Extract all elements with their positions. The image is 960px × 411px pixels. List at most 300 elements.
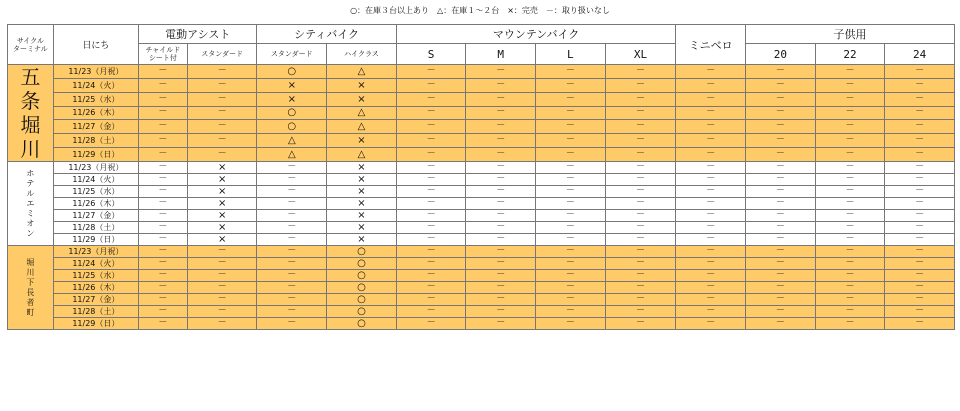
- stock-cell: －: [187, 294, 257, 306]
- header-mini-velo: ミニベロ: [676, 25, 746, 65]
- stock-cell: －: [536, 186, 606, 198]
- stock-cell: －: [885, 106, 955, 120]
- stock-cell: －: [466, 282, 536, 294]
- stock-cell: ○: [327, 282, 397, 294]
- stock-cell: －: [138, 186, 187, 198]
- stock-cell: －: [257, 222, 327, 234]
- stock-cell: －: [536, 258, 606, 270]
- stock-cell: －: [605, 65, 676, 79]
- stock-cell: △: [327, 120, 397, 134]
- stock-cell: ○: [327, 306, 397, 318]
- stock-cell: －: [536, 294, 606, 306]
- stock-cell: △: [257, 148, 327, 162]
- stock-cell: －: [396, 246, 466, 258]
- stock-cell: －: [138, 174, 187, 186]
- stock-cell: －: [746, 162, 816, 174]
- stock-cell: －: [257, 282, 327, 294]
- stock-cell: －: [746, 92, 816, 106]
- stock-cell: －: [605, 92, 676, 106]
- stock-cell: －: [885, 148, 955, 162]
- stock-cell: ×: [327, 162, 397, 174]
- table-row: [8, 234, 955, 246]
- stock-cell: －: [605, 174, 676, 186]
- date-cell: 11/25（水）: [53, 186, 138, 198]
- stock-cell: －: [187, 148, 257, 162]
- stock-cell: －: [676, 258, 746, 270]
- stock-cell: ○: [257, 106, 327, 120]
- stock-cell: －: [815, 162, 885, 174]
- stock-cell: －: [187, 120, 257, 134]
- stock-cell: －: [257, 318, 327, 330]
- stock-cell: ○: [257, 120, 327, 134]
- stock-cell: －: [187, 92, 257, 106]
- header-size-l: L: [536, 44, 606, 65]
- stock-cell: ×: [187, 174, 257, 186]
- stock-cell: －: [605, 246, 676, 258]
- stock-cell: －: [466, 270, 536, 282]
- stock-cell: －: [536, 106, 606, 120]
- stock-cell: －: [396, 222, 466, 234]
- stock-cell: －: [815, 134, 885, 148]
- date-cell: 11/23（月祝）: [53, 65, 138, 79]
- stock-cell: ×: [187, 186, 257, 198]
- stock-cell: ×: [327, 234, 397, 246]
- stock-cell: ×: [327, 198, 397, 210]
- stock-cell: －: [885, 246, 955, 258]
- stock-cell: －: [257, 234, 327, 246]
- stock-cell: －: [676, 270, 746, 282]
- stock-cell: －: [396, 210, 466, 222]
- stock-cell: －: [466, 148, 536, 162]
- stock-cell: －: [815, 258, 885, 270]
- stock-cell: －: [257, 174, 327, 186]
- stock-cell: ×: [187, 222, 257, 234]
- table-row: [8, 306, 955, 318]
- stock-cell: －: [815, 120, 885, 134]
- stock-cell: －: [815, 246, 885, 258]
- table-row: [8, 318, 955, 330]
- stock-cell: －: [885, 210, 955, 222]
- stock-cell: －: [815, 65, 885, 79]
- date-cell: 11/24（火）: [53, 78, 138, 92]
- stock-cell: △: [327, 148, 397, 162]
- stock-cell: －: [605, 234, 676, 246]
- stock-cell: －: [138, 162, 187, 174]
- stock-cell: －: [885, 65, 955, 79]
- date-cell: 11/27（金）: [53, 210, 138, 222]
- stock-cell: ×: [327, 92, 397, 106]
- stock-cell: －: [536, 282, 606, 294]
- date-cell: 11/24（火）: [53, 174, 138, 186]
- header-size-s: S: [396, 44, 466, 65]
- table-row: [8, 294, 955, 306]
- date-cell: 11/26（木）: [53, 106, 138, 120]
- stock-cell: －: [746, 78, 816, 92]
- stock-cell: ×: [327, 174, 397, 186]
- stock-cell: －: [396, 258, 466, 270]
- stock-cell: －: [187, 78, 257, 92]
- stock-cell: －: [187, 106, 257, 120]
- terminal-name: ホ テ ル エ ミ オ ン: [8, 162, 54, 246]
- table-row: [8, 106, 955, 120]
- stock-cell: －: [815, 186, 885, 198]
- stock-cell: －: [605, 282, 676, 294]
- header-high-class: ハイクラス: [327, 44, 397, 65]
- stock-cell: －: [536, 148, 606, 162]
- table-row: [8, 92, 955, 106]
- stock-cell: －: [466, 258, 536, 270]
- stock-cell: －: [676, 234, 746, 246]
- stock-cell: －: [257, 270, 327, 282]
- stock-cell: ×: [327, 134, 397, 148]
- stock-cell: －: [676, 134, 746, 148]
- stock-cell: ○: [327, 318, 397, 330]
- stock-cell: －: [396, 282, 466, 294]
- stock-cell: －: [138, 258, 187, 270]
- stock-cell: ×: [327, 186, 397, 198]
- stock-cell: －: [885, 294, 955, 306]
- stock-cell: －: [885, 134, 955, 148]
- stock-cell: －: [815, 106, 885, 120]
- stock-cell: ○: [257, 65, 327, 79]
- header-electric-standard: スタンダード: [187, 44, 257, 65]
- stock-cell: －: [815, 78, 885, 92]
- stock-cell: －: [815, 294, 885, 306]
- stock-cell: －: [466, 120, 536, 134]
- stock-cell: －: [466, 78, 536, 92]
- stock-cell: －: [138, 246, 187, 258]
- stock-cell: －: [396, 306, 466, 318]
- stock-cell: －: [187, 134, 257, 148]
- table-body: [8, 65, 955, 330]
- stock-cell: －: [605, 120, 676, 134]
- legend-text: ○：在庫３台以上あり △：在庫１～２台 ×：完売 －：取り扱いなし: [350, 6, 610, 15]
- table-row: [8, 222, 955, 234]
- stock-cell: －: [257, 210, 327, 222]
- stock-cell: △: [327, 65, 397, 79]
- stock-cell: －: [885, 78, 955, 92]
- stock-cell: －: [676, 246, 746, 258]
- stock-cell: －: [466, 306, 536, 318]
- table-row: [8, 210, 955, 222]
- stock-cell: －: [885, 162, 955, 174]
- stock-cell: －: [815, 318, 885, 330]
- stock-cell: －: [396, 270, 466, 282]
- table-row: [8, 198, 955, 210]
- stock-cell: △: [257, 134, 327, 148]
- stock-cell: －: [466, 246, 536, 258]
- stock-cell: －: [187, 306, 257, 318]
- stock-cell: －: [676, 92, 746, 106]
- stock-cell: ×: [187, 234, 257, 246]
- stock-cell: －: [676, 65, 746, 79]
- stock-cell: －: [885, 306, 955, 318]
- stock-cell: －: [466, 134, 536, 148]
- stock-cell: －: [746, 282, 816, 294]
- stock-cell: －: [396, 134, 466, 148]
- stock-cell: －: [605, 210, 676, 222]
- stock-cell: －: [466, 198, 536, 210]
- stock-cell: －: [138, 134, 187, 148]
- stock-cell: ○: [327, 258, 397, 270]
- table-row: [8, 186, 955, 198]
- stock-cell: －: [676, 318, 746, 330]
- header-kids-22: 22: [815, 44, 885, 65]
- stock-cell: －: [676, 106, 746, 120]
- date-cell: 11/25（水）: [53, 92, 138, 106]
- stock-cell: －: [466, 234, 536, 246]
- date-cell: 11/29（日）: [53, 234, 138, 246]
- stock-cell: －: [138, 270, 187, 282]
- table-row: [8, 162, 955, 174]
- date-cell: 11/27（金）: [53, 294, 138, 306]
- stock-cell: ×: [187, 198, 257, 210]
- stock-cell: －: [138, 198, 187, 210]
- header-mountain-bike: マウンテンバイク: [396, 25, 676, 44]
- date-cell: 11/29（日）: [53, 318, 138, 330]
- stock-cell: －: [746, 246, 816, 258]
- stock-cell: －: [187, 258, 257, 270]
- stock-cell: －: [676, 198, 746, 210]
- header-terminal: サイクル ターミナル: [8, 25, 54, 65]
- stock-cell: －: [746, 306, 816, 318]
- table-row: [8, 120, 955, 134]
- stock-cell: －: [396, 162, 466, 174]
- stock-cell: －: [536, 78, 606, 92]
- availability-table: [7, 24, 955, 330]
- date-cell: 11/24（火）: [53, 258, 138, 270]
- stock-cell: －: [676, 282, 746, 294]
- stock-cell: －: [746, 148, 816, 162]
- stock-cell: －: [257, 186, 327, 198]
- header-city-standard: スタンダード: [257, 44, 327, 65]
- stock-cell: －: [396, 92, 466, 106]
- stock-cell: －: [746, 65, 816, 79]
- stock-cell: －: [466, 106, 536, 120]
- stock-cell: ×: [257, 78, 327, 92]
- stock-cell: －: [536, 134, 606, 148]
- stock-cell: －: [815, 198, 885, 210]
- date-cell: 11/28（土）: [53, 222, 138, 234]
- stock-cell: ×: [327, 78, 397, 92]
- stock-cell: －: [138, 210, 187, 222]
- stock-cell: －: [885, 92, 955, 106]
- header-kids: 子供用: [746, 25, 955, 44]
- stock-cell: －: [257, 198, 327, 210]
- stock-cell: －: [396, 120, 466, 134]
- stock-cell: －: [676, 148, 746, 162]
- stock-cell: ○: [327, 246, 397, 258]
- terminal-name: 堀 川 下 長 者 町: [8, 246, 54, 330]
- stock-cell: －: [536, 222, 606, 234]
- stock-cell: －: [396, 186, 466, 198]
- stock-cell: －: [466, 294, 536, 306]
- stock-cell: －: [676, 222, 746, 234]
- stock-cell: －: [396, 148, 466, 162]
- stock-cell: －: [138, 282, 187, 294]
- stock-cell: －: [466, 210, 536, 222]
- header-size-m: M: [466, 44, 536, 65]
- header-size-xl: XL: [605, 44, 676, 65]
- stock-cell: －: [187, 282, 257, 294]
- stock-cell: －: [187, 65, 257, 79]
- date-cell: 11/27（金）: [53, 120, 138, 134]
- date-cell: 11/29（日）: [53, 148, 138, 162]
- stock-cell: －: [138, 318, 187, 330]
- date-cell: 11/28（土）: [53, 306, 138, 318]
- stock-cell: －: [605, 258, 676, 270]
- terminal-name: 五 条 堀 川: [8, 65, 54, 162]
- stock-cell: －: [605, 186, 676, 198]
- stock-cell: －: [396, 78, 466, 92]
- stock-cell: －: [746, 270, 816, 282]
- stock-cell: －: [746, 318, 816, 330]
- stock-cell: －: [885, 198, 955, 210]
- stock-cell: －: [536, 174, 606, 186]
- table-row: [8, 78, 955, 92]
- stock-cell: －: [396, 234, 466, 246]
- table-row: [8, 270, 955, 282]
- stock-cell: －: [466, 92, 536, 106]
- stock-cell: －: [536, 306, 606, 318]
- stock-cell: －: [466, 186, 536, 198]
- stock-cell: －: [605, 162, 676, 174]
- stock-cell: －: [536, 198, 606, 210]
- stock-cell: －: [187, 318, 257, 330]
- stock-cell: －: [536, 65, 606, 79]
- stock-cell: △: [327, 106, 397, 120]
- stock-cell: －: [676, 162, 746, 174]
- stock-cell: －: [746, 258, 816, 270]
- stock-cell: －: [466, 174, 536, 186]
- stock-cell: －: [885, 222, 955, 234]
- table-row: [8, 65, 955, 79]
- stock-cell: －: [396, 294, 466, 306]
- stock-cell: －: [536, 270, 606, 282]
- stock-cell: －: [885, 174, 955, 186]
- stock-cell: －: [815, 306, 885, 318]
- header-date: 日にち: [53, 25, 138, 65]
- stock-cell: －: [676, 78, 746, 92]
- header-kids-24: 24: [885, 44, 955, 65]
- stock-cell: －: [746, 198, 816, 210]
- stock-cell: －: [138, 92, 187, 106]
- stock-cell: －: [257, 258, 327, 270]
- stock-cell: －: [885, 258, 955, 270]
- stock-cell: －: [885, 318, 955, 330]
- stock-cell: －: [605, 134, 676, 148]
- stock-cell: －: [605, 78, 676, 92]
- stock-cell: ○: [327, 294, 397, 306]
- stock-cell: ○: [327, 270, 397, 282]
- stock-cell: －: [676, 174, 746, 186]
- stock-cell: －: [815, 174, 885, 186]
- date-cell: 11/26（木）: [53, 198, 138, 210]
- stock-cell: －: [746, 222, 816, 234]
- availability-table-wrapper: [7, 24, 955, 330]
- stock-cell: －: [138, 222, 187, 234]
- stock-cell: －: [605, 306, 676, 318]
- date-cell: 11/23（月祝）: [53, 162, 138, 174]
- stock-cell: －: [885, 120, 955, 134]
- date-cell: 11/28（土）: [53, 134, 138, 148]
- table-row: [8, 134, 955, 148]
- stock-cell: －: [138, 120, 187, 134]
- stock-cell: －: [536, 162, 606, 174]
- stock-cell: －: [676, 294, 746, 306]
- stock-cell: －: [138, 65, 187, 79]
- stock-cell: －: [746, 134, 816, 148]
- stock-cell: －: [885, 186, 955, 198]
- stock-cell: ×: [257, 92, 327, 106]
- stock-cell: －: [746, 210, 816, 222]
- stock-cell: －: [605, 294, 676, 306]
- date-cell: 11/26（木）: [53, 282, 138, 294]
- stock-cell: ×: [327, 222, 397, 234]
- table-row: [8, 174, 955, 186]
- header-child-seat: チャイルド シート付: [138, 44, 187, 65]
- date-cell: 11/25（水）: [53, 270, 138, 282]
- stock-cell: －: [138, 106, 187, 120]
- header-kids-20: 20: [746, 44, 816, 65]
- stock-cell: －: [257, 246, 327, 258]
- stock-cell: －: [605, 270, 676, 282]
- stock-cell: ×: [187, 162, 257, 174]
- table-row: [8, 148, 955, 162]
- stock-cell: －: [746, 234, 816, 246]
- stock-cell: －: [138, 148, 187, 162]
- stock-cell: －: [746, 174, 816, 186]
- stock-cell: －: [396, 106, 466, 120]
- stock-cell: －: [257, 294, 327, 306]
- stock-cell: －: [676, 186, 746, 198]
- stock-cell: －: [138, 306, 187, 318]
- stock-cell: ×: [187, 210, 257, 222]
- table-row: [8, 246, 955, 258]
- stock-cell: －: [676, 210, 746, 222]
- stock-cell: －: [605, 318, 676, 330]
- stock-cell: －: [187, 246, 257, 258]
- header-city-bike: シティバイク: [257, 25, 396, 44]
- stock-cell: －: [257, 306, 327, 318]
- stock-cell: －: [885, 282, 955, 294]
- stock-cell: －: [257, 162, 327, 174]
- stock-cell: －: [536, 120, 606, 134]
- stock-cell: －: [676, 120, 746, 134]
- stock-cell: －: [746, 106, 816, 120]
- stock-cell: －: [396, 174, 466, 186]
- stock-cell: －: [746, 186, 816, 198]
- stock-cell: －: [815, 270, 885, 282]
- stock-cell: －: [746, 294, 816, 306]
- stock-cell: －: [187, 270, 257, 282]
- stock-cell: －: [138, 294, 187, 306]
- stock-cell: －: [396, 198, 466, 210]
- stock-cell: －: [536, 210, 606, 222]
- stock-cell: －: [536, 246, 606, 258]
- stock-cell: －: [466, 162, 536, 174]
- stock-cell: －: [605, 222, 676, 234]
- stock-cell: －: [676, 306, 746, 318]
- stock-cell: －: [605, 148, 676, 162]
- stock-cell: －: [815, 282, 885, 294]
- stock-cell: －: [466, 222, 536, 234]
- stock-cell: －: [138, 78, 187, 92]
- stock-cell: －: [605, 106, 676, 120]
- stock-cell: －: [536, 234, 606, 246]
- stock-cell: －: [746, 120, 816, 134]
- header-electric-assist: 電動アシスト: [138, 25, 257, 44]
